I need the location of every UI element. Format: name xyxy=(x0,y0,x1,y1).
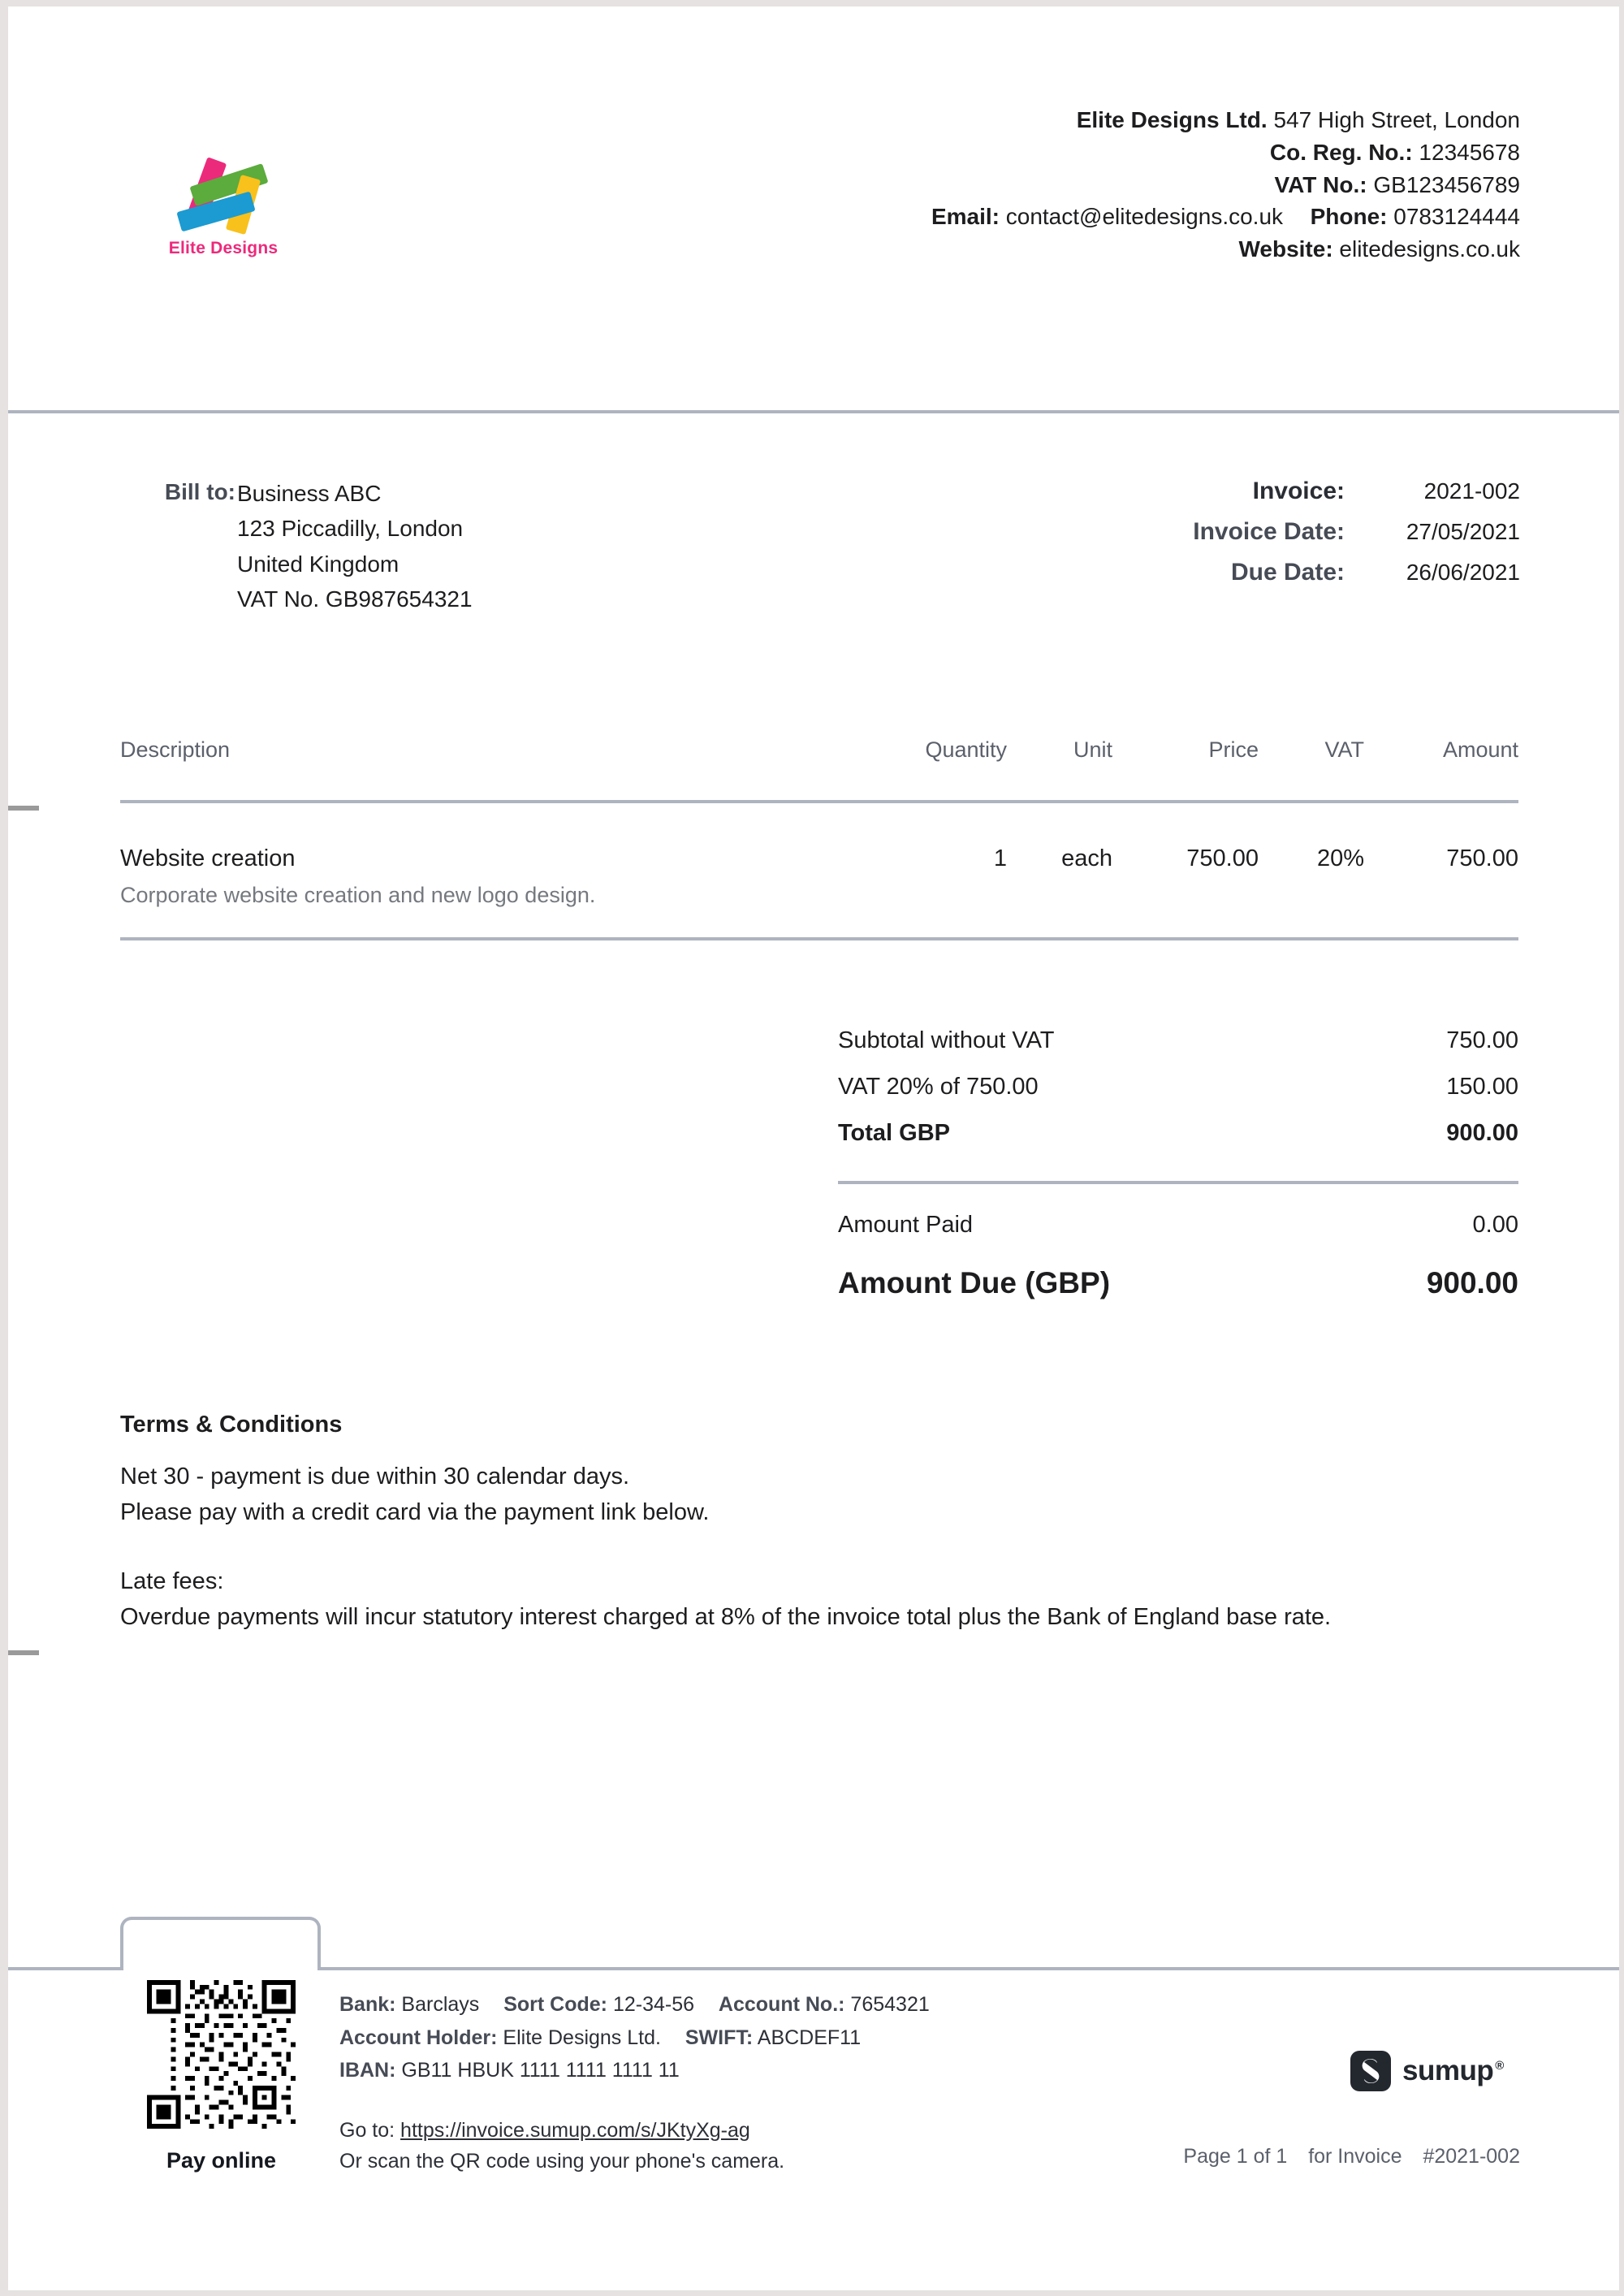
iban-value: GB11 HBUK 1111 1111 1111 11 xyxy=(401,2059,680,2082)
bill-to-label: Bill to: xyxy=(164,479,235,504)
scan-hint: Or scan the QR code using your phone's camera. xyxy=(339,2150,785,2173)
bill-to-country: United Kingdom xyxy=(237,551,400,577)
amount-paid-label: Amount Paid xyxy=(838,1212,974,1238)
column-header-description: Description xyxy=(120,737,231,762)
pay-online-label: Pay online xyxy=(166,2148,277,2173)
company-phone-label: Phone: xyxy=(1310,204,1388,230)
sumup-logo xyxy=(1350,2051,1504,2091)
amount-due-value: 900.00 xyxy=(1426,1266,1518,1299)
qr-tab-outline xyxy=(120,1917,321,1970)
payment-link[interactable]: https://invoice.sumup.com/s/JKtyXg-ag xyxy=(400,2118,750,2142)
company-details xyxy=(931,104,1520,266)
invoice-number-row xyxy=(1017,478,1520,505)
bill-to-block xyxy=(122,476,473,617)
terms-line-3: Late fees: xyxy=(120,1568,224,1594)
company-reg-label: Co. Reg. No.: xyxy=(1269,139,1413,165)
totals-block xyxy=(838,1018,1518,1310)
payment-link-block xyxy=(339,2115,930,2178)
column-header-amount: Amount xyxy=(1442,737,1518,762)
sumup-brand-text: sumup xyxy=(1402,2055,1494,2086)
page-edge-tick-top xyxy=(8,806,39,811)
row-description-cell xyxy=(120,803,853,908)
company-vat-label: VAT No.: xyxy=(1274,171,1367,197)
invoice-page xyxy=(8,6,1619,2290)
account-no-value: 7654321 xyxy=(850,1993,930,2016)
payment-link-line xyxy=(339,2115,930,2147)
invoice-header xyxy=(8,6,1619,410)
page-edge-tick-bottom xyxy=(8,1650,39,1655)
header-divider xyxy=(8,410,1619,413)
invoice-date-label: Invoice Date: xyxy=(1193,518,1345,545)
terms-line-1: Net 30 - payment is due within 30 calendar days. xyxy=(120,1464,630,1490)
row-price: 750.00 xyxy=(1186,845,1259,871)
pay-online-qr-block[interactable] xyxy=(130,1975,313,2173)
row-vat: 20% xyxy=(1316,845,1364,871)
for-invoice-value: #2021-002 xyxy=(1423,2145,1520,2168)
subtotal-value: 750.00 xyxy=(1446,1027,1518,1053)
vat-label: VAT 20% of 750.00 xyxy=(838,1074,1039,1100)
invoice-date-value: 27/05/2021 xyxy=(1406,519,1520,544)
sumup-badge-icon xyxy=(1350,2051,1391,2091)
due-date-row xyxy=(1017,559,1520,586)
terms-heading: Terms & Conditions xyxy=(120,1412,343,1438)
invoice-meta-block xyxy=(1017,478,1520,599)
row-quantity: 1 xyxy=(993,845,1007,871)
bank-line-2 xyxy=(339,2021,930,2055)
swift-label: SWIFT: xyxy=(685,2026,754,2049)
row-sub-description: Corporate website creation and new logo design. xyxy=(120,883,596,907)
row-unit: each xyxy=(1061,845,1112,871)
sort-code-label: Sort Code: xyxy=(503,1993,607,2016)
vat-row xyxy=(838,1064,1518,1110)
totals-divider xyxy=(838,1181,1518,1184)
page-number: Page 1 of 1 xyxy=(1183,2145,1288,2168)
company-logo xyxy=(158,157,288,262)
sumup-s-glyph-icon xyxy=(1350,2051,1391,2091)
company-contact-line xyxy=(931,201,1520,233)
company-name-address-line xyxy=(931,104,1520,136)
company-vat-line xyxy=(931,169,1520,201)
column-header-vat: VAT xyxy=(1324,737,1364,762)
vat-value: 150.00 xyxy=(1446,1074,1518,1100)
swift-value: ABCDEF11 xyxy=(757,2026,862,2049)
bank-line-1 xyxy=(339,1988,930,2021)
company-reg-line xyxy=(931,136,1520,169)
total-label: Total GBP xyxy=(838,1120,951,1146)
company-address: 547 High Street, London xyxy=(1273,107,1520,132)
qr-code-icon[interactable] xyxy=(142,1975,300,2134)
invoice-date-row xyxy=(1017,518,1520,546)
row-description: Website creation xyxy=(120,845,296,871)
company-reg-value: 12345678 xyxy=(1419,139,1520,165)
account-holder-label: Account Holder: xyxy=(339,2026,498,2049)
bank-value: Barclays xyxy=(401,1993,480,2016)
total-value: 900.00 xyxy=(1446,1120,1518,1146)
company-vat-value: GB123456789 xyxy=(1373,171,1520,197)
table-bottom-rule xyxy=(120,939,1518,940)
due-date-label: Due Date: xyxy=(1230,559,1345,586)
sort-code-value: 12-34-56 xyxy=(612,1993,695,2016)
amount-due-label: Amount Due (GBP) xyxy=(838,1266,1111,1299)
terms-line-4: Overdue payments will incur statutory interest charged at 8% of the invoice total plus the Bank of England base rate. xyxy=(120,1603,1332,1630)
invoice-number-label: Invoice: xyxy=(1252,478,1345,504)
sumup-wordmark xyxy=(1402,2055,1504,2087)
goto-prefix: Go to: xyxy=(339,2118,395,2142)
row-amount: 750.00 xyxy=(1446,845,1518,871)
amount-paid-value: 0.00 xyxy=(1472,1212,1518,1238)
due-date-value: 26/06/2021 xyxy=(1406,560,1520,585)
page-footer-note xyxy=(1183,2145,1520,2168)
company-website-line xyxy=(931,233,1520,266)
logo-mark-icon xyxy=(173,157,274,234)
account-holder-value: Elite Designs Ltd. xyxy=(503,2026,661,2049)
bill-to-vat: VAT No. GB987654321 xyxy=(237,586,473,612)
bank-label: Bank: xyxy=(339,1993,396,2016)
account-no-label: Account No.: xyxy=(718,1993,845,2016)
logo-wordmark: Elite Designs xyxy=(168,239,279,257)
bank-details-block xyxy=(339,1988,930,2177)
company-website-label: Website: xyxy=(1238,236,1333,262)
line-items-table xyxy=(120,737,1518,940)
table-header-row xyxy=(120,737,1518,802)
footer-divider xyxy=(8,1917,1619,1974)
company-phone-value: 0783124444 xyxy=(1393,204,1520,230)
company-email-value: contact@elitedesigns.co.uk xyxy=(1005,204,1284,230)
iban-label: IBAN: xyxy=(339,2059,396,2082)
company-website-value: elitedesigns.co.uk xyxy=(1339,236,1520,262)
company-name: Elite Designs Ltd. xyxy=(1076,107,1268,132)
bill-to-name: Business ABC xyxy=(237,481,382,506)
invoice-number-value: 2021-002 xyxy=(1423,478,1520,504)
column-header-unit: Unit xyxy=(1073,737,1112,762)
total-row xyxy=(838,1110,1518,1157)
amount-paid-row xyxy=(838,1202,1518,1248)
bank-line-3 xyxy=(339,2054,930,2087)
for-invoice-label: for Invoice xyxy=(1308,2145,1402,2168)
column-header-quantity: Quantity xyxy=(925,737,1007,762)
company-email-label: Email: xyxy=(931,204,1000,230)
bill-to-street: 123 Piccadilly, London xyxy=(237,516,464,542)
table-row xyxy=(120,803,1518,908)
column-header-price: Price xyxy=(1208,737,1259,762)
subtotal-row xyxy=(838,1018,1518,1064)
subtotal-label: Subtotal without VAT xyxy=(838,1027,1055,1053)
terms-and-conditions xyxy=(120,1412,1518,1635)
amount-due-row xyxy=(838,1248,1518,1310)
bill-to-address xyxy=(237,476,473,617)
terms-line-2: Please pay with a credit card via the payment link below. xyxy=(120,1498,710,1525)
sumup-registered-mark: ® xyxy=(1495,2059,1504,2073)
